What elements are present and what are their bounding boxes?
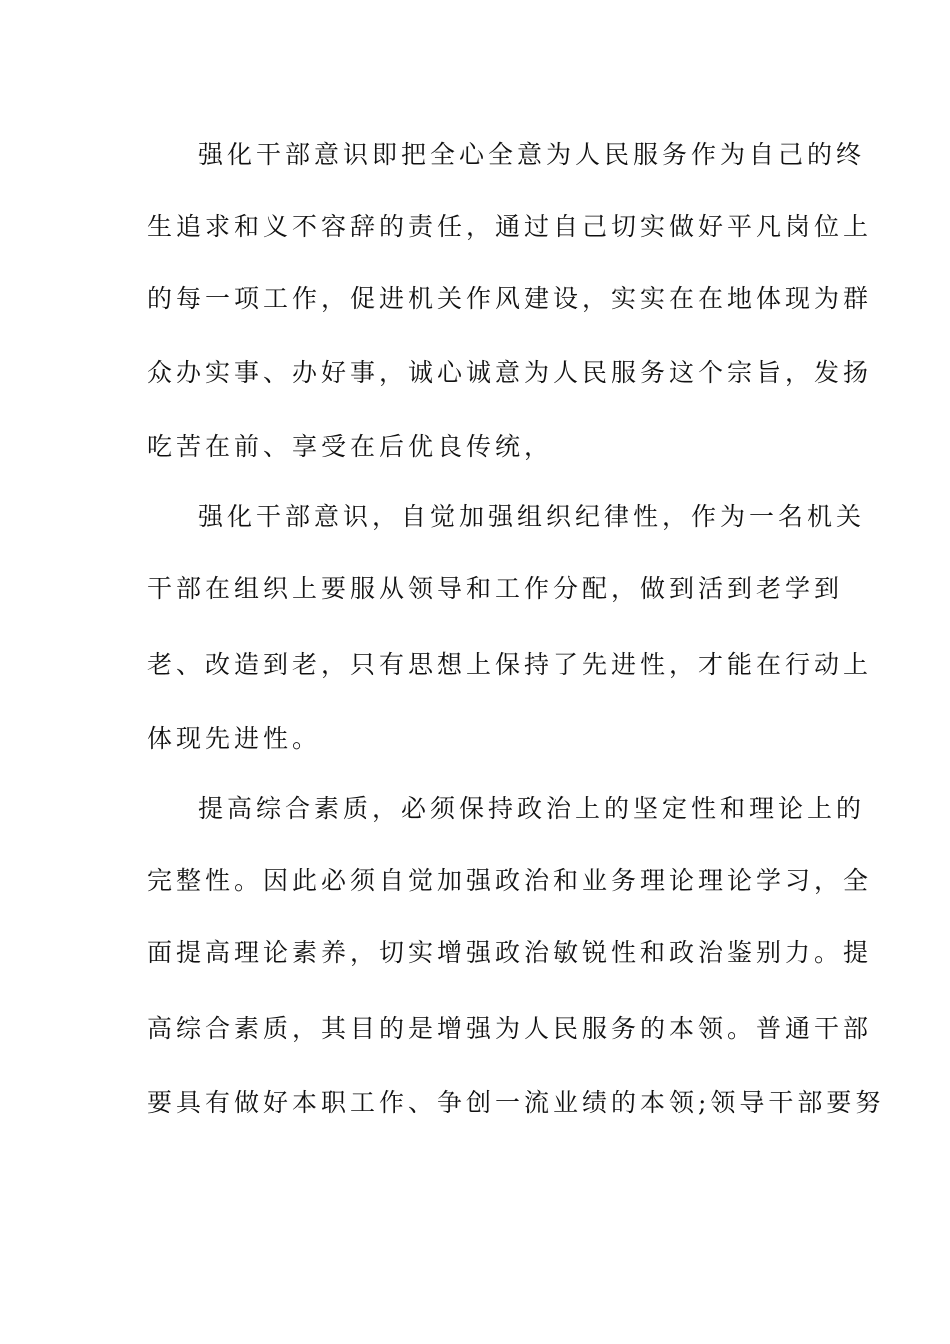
paragraph-2-line-2: 干部在组织上要服从领导和工作分配，做到活到老学到 [147,574,844,603]
paragraph-1-line-2: 生追求和义不容辞的责任，通过自己切实做好平凡岗位上 [147,212,873,241]
paragraph-3-line-1: 提高综合素质，必须保持政治上的坚定性和理论上的 [198,794,866,823]
paragraph-1-line-5: 吃苦在前、享受在后优良传统， [147,432,554,461]
paragraph-1-line-4: 众办实事、办好事，诚心诚意为人民服务这个宗旨，发扬 [147,358,873,387]
paragraph-3-line-2: 完整性。因此必须自觉加强政治和业务理论理论学习，全 [147,866,873,895]
paragraph-2-line-1: 强化干部意识，自觉加强组织纪律性，作为一名机关 [198,502,866,531]
paragraph-3-line-5: 要具有做好本职工作、争创一流业绩的本领;领导干部要努 [147,1088,885,1117]
paragraph-1-line-3: 的每一项工作，促进机关作风建设，实实在在地体现为群 [147,284,873,313]
paragraph-1-line-1: 强化干部意识即把全心全意为人民服务作为自己的终 [198,140,866,169]
paragraph-3-line-3: 面提高理论素养，切实增强政治敏锐性和政治鉴别力。提 [147,938,873,967]
paragraph-2-line-4: 体现先进性。 [147,724,322,753]
paragraph-3-line-4: 高综合素质，其目的是增强为人民服务的本领。普通干部 [147,1014,873,1043]
paragraph-2-line-3: 老、改造到老，只有思想上保持了先进性，才能在行动上 [147,650,873,679]
